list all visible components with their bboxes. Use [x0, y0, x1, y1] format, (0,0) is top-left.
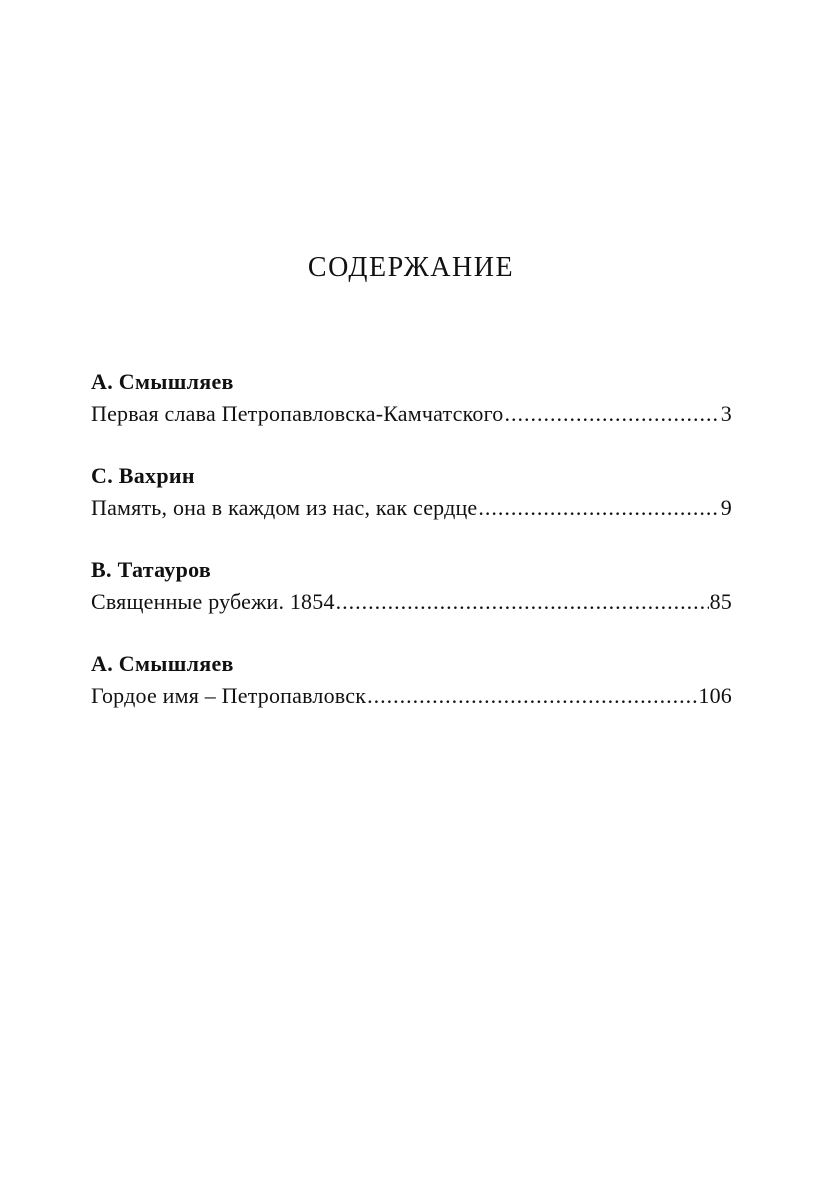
toc-title: Священные рубежи. 1854: [91, 589, 335, 614]
toc-author: С. Вахрин: [91, 463, 195, 488]
toc-entry: [91, 366, 732, 430]
toc-page-number: 3: [720, 401, 732, 426]
toc-author: А. Смышляев: [91, 369, 234, 394]
toc-dot-leader: [367, 680, 697, 712]
table-of-contents: [91, 366, 732, 742]
toc-dot-leader: [336, 586, 709, 618]
toc-dot-leader: [478, 492, 719, 524]
toc-title: Память, она в каждом из нас, как сердце: [91, 495, 478, 520]
toc-line: [91, 586, 732, 618]
toc-entry: [91, 648, 732, 712]
toc-page-number: 106: [698, 683, 732, 708]
toc-page-number: 85: [709, 589, 732, 614]
toc-title: Гордое имя – Петропавловск: [91, 683, 367, 708]
toc-author: А. Смышляев: [91, 651, 234, 676]
toc-line: [91, 398, 732, 430]
toc-author: В. Татауров: [91, 557, 212, 582]
page-title: СОДЕРЖАНИЕ: [307, 252, 515, 283]
toc-line: [91, 492, 732, 524]
toc-page-number: 9: [720, 495, 732, 520]
toc-line: [91, 680, 732, 712]
toc-title: Первая слава Петропавловска-Камчатского: [91, 401, 504, 426]
toc-entry: [91, 460, 732, 524]
toc-dot-leader: [504, 398, 719, 430]
toc-entry: [91, 554, 732, 618]
